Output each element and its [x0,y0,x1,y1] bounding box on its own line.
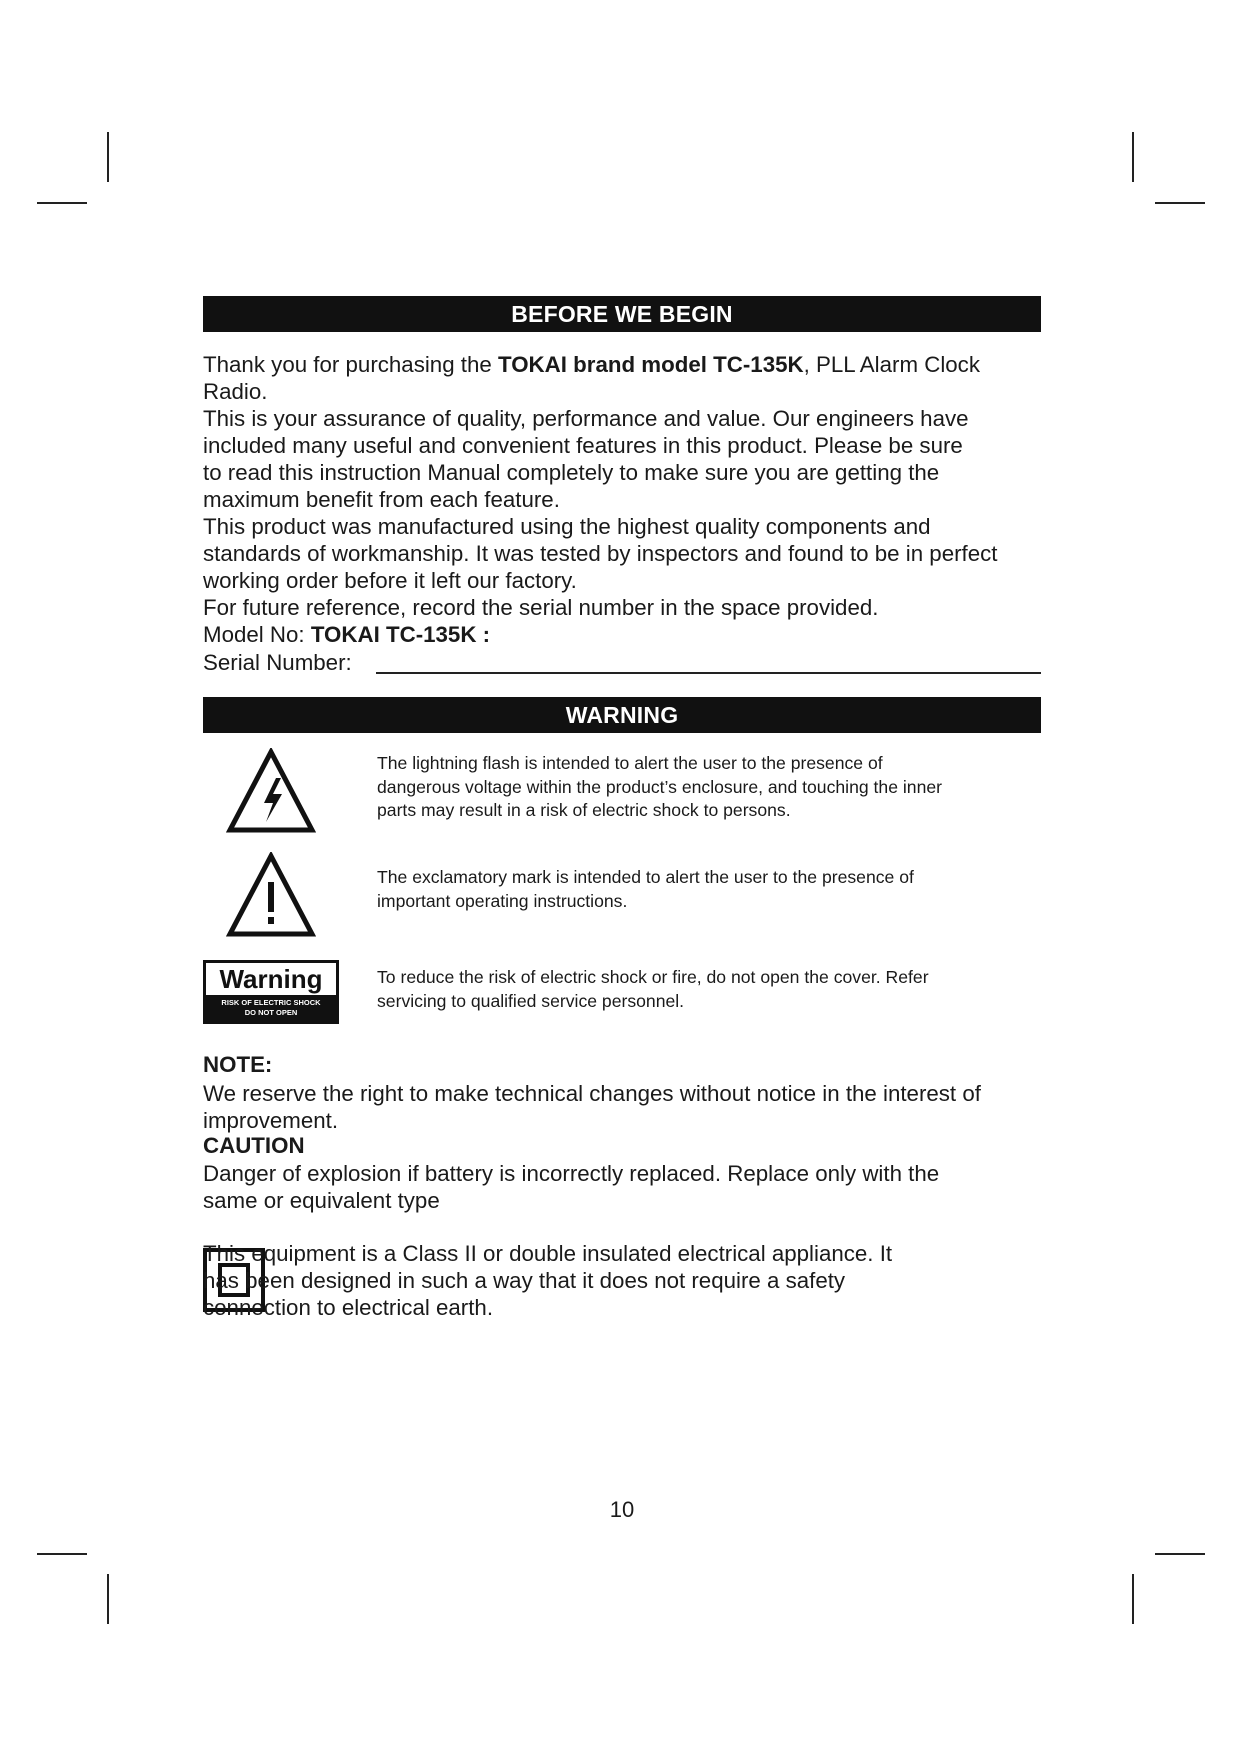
crop-mark [37,202,87,204]
warning-line: dangerous voltage within the product’s enclosure, and touching the inner [377,776,943,797]
crop-mark [37,1553,87,1555]
crop-mark [107,1574,109,1624]
body-line: included many useful and convenient features in this product. Please be sure [203,433,963,458]
lightning-warning-icon [226,748,316,834]
intro-line [203,351,1048,378]
model-value: TOKAI TC-135K : [310,622,491,647]
intro-suffix: , PLL Alarm Clock [803,352,980,377]
crop-mark [107,132,109,182]
crop-mark [1132,132,1134,182]
exclamation-warning-text [377,866,1037,913]
warning-line: parts may result in a risk of electric shock to persons. [377,800,791,820]
caution-paragraph [203,1160,1048,1214]
body-line: standards of workmanship. It was tested by inspectors and found to be in perfect [203,541,998,566]
body-line: maximum benefit from each feature. [203,487,560,512]
note-line: improvement. [203,1108,339,1133]
body-line: This product was manufactured using the highest quality components and [203,514,931,539]
model-label: Model No: [203,622,311,647]
body-line: working order before it left our factory. [203,568,577,593]
body-line: For future reference, record the serial number in the space provided. [203,595,879,620]
cover-warning-text [377,966,1037,1013]
warning-line: servicing to qualified service personnel. [377,990,685,1011]
class2-line: This equipment is a Class II or double insulated electrical appliance. It [203,1241,893,1266]
crop-mark [1132,1574,1134,1624]
caution-heading: CAUTION [203,1133,305,1158]
section-heading-warning: WARNING [203,697,1041,733]
lightning-warning-text [377,752,1037,823]
serial-number-label: Serial Number: [203,650,352,675]
warning-line: The exclamatory mark is intended to alert the user to the presence of [377,867,914,887]
warning-label-sub2: DO NOT OPEN [244,1008,298,1017]
note-paragraph [203,1080,1048,1134]
crop-mark [1155,202,1205,204]
note-heading: NOTE: [203,1052,273,1077]
intro-paragraph [203,351,1048,648]
class2-paragraph [203,1240,1048,1321]
warning-label-subtitle [203,998,339,1018]
class2-line: has been designed in such a way that it does not require a safety [203,1268,846,1293]
intro-line-2: Radio. [203,379,268,404]
body-line: to read this instruction Manual completely to make sure you are getting the [203,460,940,485]
serial-number-line[interactable] [376,672,1041,674]
section-heading-before-we-begin: BEFORE WE BEGIN [203,296,1041,332]
warning-label-icon [203,960,339,1024]
warning-line: To reduce the risk of electric shock or fire, do not open the cover. Refer [377,967,929,987]
caution-line: same or equivalent type [203,1188,440,1213]
class2-line: connection to electrical earth. [203,1295,494,1320]
crop-mark [1155,1553,1205,1555]
model-line [203,621,1048,648]
warning-label-title: Warning [206,963,336,995]
intro-brand: TOKAI brand model TC-135K [498,352,804,377]
intro-prefix: Thank you for purchasing the [203,352,498,377]
page-number: 10 [609,1497,635,1522]
body-line: This is your assurance of quality, performance and value. Our engineers have [203,406,969,431]
exclamation-warning-icon [226,852,316,938]
note-line: We reserve the right to make technical changes without notice in the interest of [203,1081,981,1106]
warning-line: The lightning flash is intended to alert the user to the presence of [377,753,883,773]
warning-label-sub1: RISK OF ELECTRIC SHOCK [221,998,321,1007]
caution-line: Danger of explosion if battery is incorrectly replaced. Replace only with the [203,1161,940,1186]
warning-line: important operating instructions. [377,890,628,911]
